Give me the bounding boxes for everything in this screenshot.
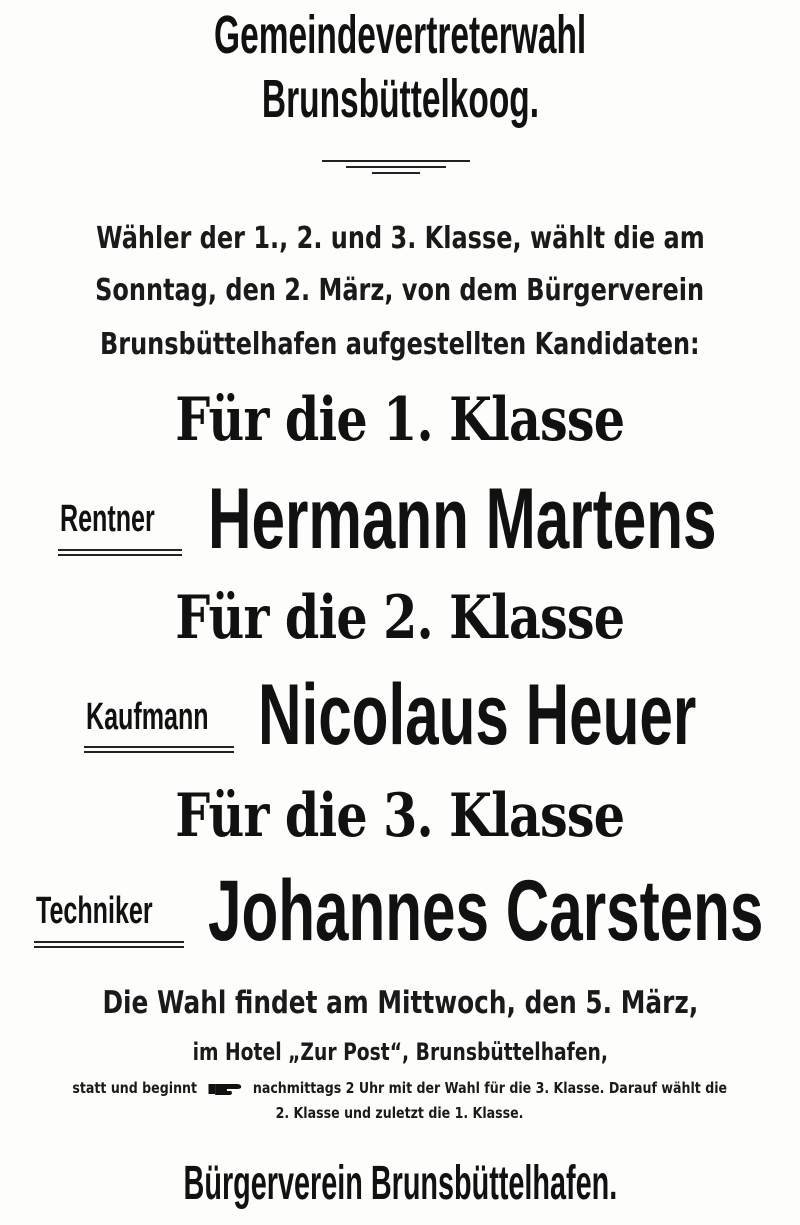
occupation-label-1: Rentner — [60, 498, 155, 540]
signature-organization: Bürgerverein Brunsbüttelhafen. — [183, 1157, 617, 1210]
intro-line-2: Sonntag, den 2. März, von dem Bürgerverein — [95, 273, 705, 308]
class-heading-2: Für die 2. Klasse — [175, 583, 625, 653]
ornament-rule-middle — [346, 166, 446, 168]
ornament-rule-bottom — [372, 172, 420, 174]
occupation-underline-3a — [34, 941, 184, 943]
candidate-name-1: Hermann Martens — [208, 471, 717, 567]
class-heading-1: Für die 1. Klasse — [175, 385, 625, 455]
intro-line-1: Wähler der 1., 2. und 3. Klasse, wählt die am — [95, 221, 705, 256]
footer-line-1: Die Wahl findet am Mittwoch, den 5. März, — [102, 985, 698, 1021]
footer-line-2: im Hotel „Zur Post“, Brunsbüttelhafen, — [192, 1038, 608, 1066]
occupation-underline-2a — [84, 746, 234, 748]
poster-title-line2: Brunsbüttelkoog. — [261, 69, 539, 129]
occupation-underline-3b — [34, 946, 184, 948]
pointing-hand-icon — [208, 1082, 242, 1096]
footer-line-3-before: statt und beginnt — [72, 1079, 198, 1097]
poster-title-line1: Gemeindevertreterwahl — [213, 5, 587, 65]
occupation-label-3: Techniker — [36, 890, 153, 932]
footer-line-3-after: nachmittags 2 Uhr mit der Wahl für die 3. Klasse. Darauf wählt die — [253, 1079, 728, 1097]
ornament-rule-top — [322, 160, 470, 162]
occupation-label-2: Kaufmann — [86, 696, 209, 738]
candidate-name-2: Nicolaus Heuer — [258, 667, 697, 763]
intro-line-3: Brunsbüttelhafen aufgestellten Kandidaten: — [100, 327, 700, 362]
footer-line-3 — [0, 1081, 800, 1097]
class-heading-3: Für die 3. Klasse — [175, 781, 625, 851]
occupation-underline-1a — [58, 549, 182, 551]
footer-line-4: 2. Klasse und zuletzt die 1. Klasse. — [276, 1104, 524, 1122]
candidate-name-3: Johannes Carstens — [208, 863, 764, 959]
occupation-underline-1b — [58, 554, 182, 556]
occupation-underline-2b — [84, 751, 234, 753]
